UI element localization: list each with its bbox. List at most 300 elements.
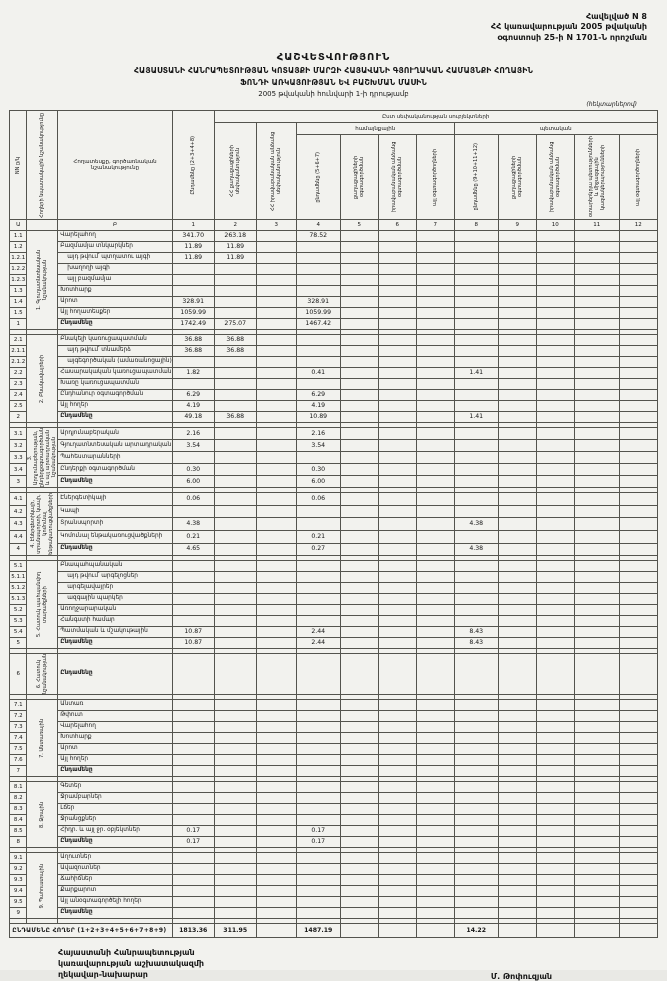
- row-code: 9.1: [10, 853, 27, 864]
- row-code: 1.2.1: [10, 253, 27, 264]
- grand-total-value: [256, 924, 296, 938]
- value-cell: [214, 368, 256, 379]
- value-cell: [214, 722, 256, 733]
- value-cell: [296, 744, 340, 755]
- value-cell: [536, 335, 574, 346]
- value-cell: [296, 253, 340, 264]
- value-cell: 0.30: [172, 464, 214, 476]
- value-cell: [416, 428, 454, 440]
- value-cell: 6.29: [296, 390, 340, 401]
- value-cell: [296, 815, 340, 826]
- table-row: [10, 853, 657, 864]
- value-cell: [454, 308, 498, 319]
- value-cell: [536, 401, 574, 412]
- value-cell: [296, 804, 340, 815]
- value-cell: [574, 275, 619, 286]
- grand-total-row: [10, 924, 657, 938]
- value-cell: [574, 793, 619, 804]
- value-cell: [378, 286, 416, 297]
- value-cell: [498, 297, 536, 308]
- value-cell: [214, 264, 256, 275]
- value-cell: [378, 505, 416, 518]
- value-cell: [378, 826, 416, 837]
- value-cell: [536, 700, 574, 711]
- value-cell: [619, 804, 657, 815]
- value-cell: [172, 594, 214, 605]
- value-cell: [340, 654, 378, 695]
- band-community: համայնքային: [296, 123, 454, 135]
- value-cell: [454, 875, 498, 886]
- value-cell: [498, 700, 536, 711]
- value-cell: [416, 518, 454, 531]
- value-cell: [416, 368, 454, 379]
- value-cell: [256, 493, 296, 506]
- table-row: [10, 428, 657, 440]
- value-cell: [172, 804, 214, 815]
- value-cell: [498, 638, 536, 649]
- value-cell: [454, 493, 498, 506]
- value-cell: 4.38: [172, 518, 214, 531]
- value-cell: [619, 275, 657, 286]
- row-code: 8.4: [10, 815, 27, 826]
- row-code: 9.3: [10, 875, 27, 886]
- value-cell: [416, 837, 454, 848]
- value-cell: 8.43: [454, 627, 498, 638]
- row-code: 9.4: [10, 886, 27, 897]
- value-cell: [536, 572, 574, 583]
- value-cell: [256, 319, 296, 330]
- value-cell: [619, 390, 657, 401]
- value-cell: [256, 837, 296, 848]
- value-cell: [498, 476, 536, 488]
- row-name: Արդյունաբերական: [58, 428, 172, 440]
- value-cell: [454, 572, 498, 583]
- value-cell: [536, 253, 574, 264]
- table-row: [10, 886, 657, 897]
- value-cell: [214, 440, 256, 452]
- value-cell: [454, 428, 498, 440]
- value-cell: [619, 627, 657, 638]
- value-cell: [498, 815, 536, 826]
- value-cell: [214, 493, 256, 506]
- value-cell: [498, 793, 536, 804]
- value-cell: [214, 755, 256, 766]
- value-cell: [498, 627, 536, 638]
- value-cell: [256, 346, 296, 357]
- value-cell: [574, 594, 619, 605]
- value-cell: [416, 231, 454, 242]
- value-cell: [416, 505, 454, 518]
- band-state: պետական: [454, 123, 657, 135]
- row-code: 1: [10, 319, 27, 330]
- value-cell: 328.91: [296, 297, 340, 308]
- row-name: Արոտ: [58, 297, 172, 308]
- value-cell: [574, 875, 619, 886]
- value-cell: [454, 722, 498, 733]
- row-code: 2.4: [10, 390, 27, 401]
- value-cell: [378, 605, 416, 616]
- value-cell: [296, 264, 340, 275]
- value-cell: [214, 766, 256, 777]
- table-row: [10, 493, 657, 506]
- value-cell: [172, 505, 214, 518]
- value-cell: [340, 319, 378, 330]
- value-cell: [256, 864, 296, 875]
- value-cell: [619, 428, 657, 440]
- value-cell: [378, 886, 416, 897]
- value-cell: [378, 297, 416, 308]
- value-cell: [454, 654, 498, 695]
- value-cell: [498, 286, 536, 297]
- value-cell: 6.00: [172, 476, 214, 488]
- value-cell: [214, 379, 256, 390]
- value-cell: [536, 476, 574, 488]
- value-cell: [340, 401, 378, 412]
- table-row: [10, 476, 657, 488]
- value-cell: [378, 264, 416, 275]
- value-cell: [214, 476, 256, 488]
- row-code: 5.1: [10, 561, 27, 572]
- value-cell: [619, 572, 657, 583]
- value-cell: [498, 766, 536, 777]
- value-cell: [536, 627, 574, 638]
- value-cell: [340, 782, 378, 793]
- value-cell: 0.17: [296, 826, 340, 837]
- row-code: 4.3: [10, 518, 27, 531]
- value-cell: [416, 755, 454, 766]
- value-cell: [378, 616, 416, 627]
- value-cell: [340, 908, 378, 919]
- value-cell: [416, 357, 454, 368]
- value-cell: [378, 583, 416, 594]
- table-row: [10, 908, 657, 919]
- value-cell: [498, 264, 536, 275]
- value-cell: [619, 711, 657, 722]
- value-cell: [256, 733, 296, 744]
- value-cell: [378, 390, 416, 401]
- value-cell: [340, 253, 378, 264]
- value-cell: [498, 733, 536, 744]
- value-cell: [340, 346, 378, 357]
- group-label: 3. Արդյունաբերության, ընդերքօգտագործման և այլ արտադրական նշանակության: [27, 428, 58, 488]
- value-cell: [256, 476, 296, 488]
- value-cell: [574, 335, 619, 346]
- value-cell: [454, 594, 498, 605]
- value-cell: [454, 319, 498, 330]
- value-cell: [619, 583, 657, 594]
- row-code: 5.1.2: [10, 583, 27, 594]
- value-cell: [378, 253, 416, 264]
- value-cell: [536, 346, 574, 357]
- group-label: 8. Ջրային: [27, 782, 58, 848]
- value-cell: [619, 755, 657, 766]
- value-cell: [214, 804, 256, 815]
- value-cell: [536, 886, 574, 897]
- value-cell: [619, 493, 657, 506]
- value-cell: [296, 572, 340, 583]
- row-name: Ընդամենը: [58, 412, 172, 423]
- value-cell: [296, 722, 340, 733]
- table-row: [10, 638, 657, 649]
- value-cell: 49.18: [172, 412, 214, 423]
- value-cell: [416, 242, 454, 253]
- value-cell: [340, 755, 378, 766]
- value-cell: [574, 440, 619, 452]
- value-cell: [296, 286, 340, 297]
- value-cell: [574, 428, 619, 440]
- value-cell: [619, 319, 657, 330]
- value-cell: [256, 401, 296, 412]
- value-cell: [574, 464, 619, 476]
- group-label: 9. Պահուստային: [27, 853, 58, 919]
- table-row: [10, 897, 657, 908]
- value-cell: [574, 722, 619, 733]
- signature-line-2: կառավարության աշխատակազմի: [58, 959, 205, 969]
- value-cell: [256, 875, 296, 886]
- value-cell: [416, 308, 454, 319]
- value-cell: 10.89: [296, 412, 340, 423]
- row-code: 2.5: [10, 401, 27, 412]
- row-name: Աղուտներ: [58, 853, 172, 864]
- value-cell: [214, 654, 256, 695]
- grand-total-value: 14.22: [454, 924, 498, 938]
- row-name: Հասարակական կառուցապատման: [58, 368, 172, 379]
- value-cell: [172, 654, 214, 695]
- value-cell: [574, 530, 619, 543]
- value-cell: [256, 572, 296, 583]
- value-cell: [214, 401, 256, 412]
- value-cell: [214, 886, 256, 897]
- value-cell: [416, 530, 454, 543]
- value-cell: [378, 572, 416, 583]
- value-cell: [574, 368, 619, 379]
- value-cell: [454, 616, 498, 627]
- table-row: [10, 297, 657, 308]
- col-number: 11: [574, 220, 619, 231]
- value-cell: [214, 627, 256, 638]
- col-number: 4: [296, 220, 340, 231]
- value-cell: [536, 297, 574, 308]
- value-cell: [214, 700, 256, 711]
- value-cell: [416, 605, 454, 616]
- value-cell: [536, 440, 574, 452]
- value-cell: [214, 297, 256, 308]
- value-cell: [214, 638, 256, 649]
- value-cell: [574, 908, 619, 919]
- row-name: Խառը կառուցապատման: [58, 379, 172, 390]
- value-cell: [416, 319, 454, 330]
- value-cell: [296, 766, 340, 777]
- value-cell: [340, 505, 378, 518]
- value-cell: [172, 379, 214, 390]
- value-cell: [619, 379, 657, 390]
- value-cell: [536, 242, 574, 253]
- value-cell: [619, 722, 657, 733]
- value-cell: [536, 875, 574, 886]
- value-cell: [498, 837, 536, 848]
- value-cell: [536, 286, 574, 297]
- value-cell: [214, 428, 256, 440]
- value-cell: [214, 275, 256, 286]
- value-cell: [574, 627, 619, 638]
- value-cell: [454, 231, 498, 242]
- grand-total-value: [574, 924, 619, 938]
- value-cell: 4.38: [454, 518, 498, 531]
- value-cell: [256, 722, 296, 733]
- value-cell: [498, 346, 536, 357]
- report-title: ՀԱՇՎԵՏՎՈՒԹՅՈՒՆ: [276, 52, 391, 64]
- value-cell: [214, 826, 256, 837]
- value-cell: [256, 766, 296, 777]
- value-cell: [214, 543, 256, 556]
- col-header-state-5: այլ օգտագործողների: [619, 135, 657, 220]
- value-cell: [574, 616, 619, 627]
- value-cell: [214, 583, 256, 594]
- row-name: Քարքարոտ: [58, 886, 172, 897]
- value-cell: [498, 368, 536, 379]
- value-cell: 1742.49: [172, 319, 214, 330]
- value-cell: [536, 711, 574, 722]
- value-cell: [574, 886, 619, 897]
- value-cell: [498, 428, 536, 440]
- table-row: [10, 319, 657, 330]
- value-cell: [340, 886, 378, 897]
- value-cell: [256, 308, 296, 319]
- value-cell: [340, 543, 378, 556]
- row-name: այդ թվում՝ արգելոցներ: [58, 572, 172, 583]
- value-cell: [378, 452, 416, 464]
- value-cell: 1.41: [454, 368, 498, 379]
- value-cell: [574, 476, 619, 488]
- value-cell: [172, 605, 214, 616]
- value-cell: [416, 638, 454, 649]
- row-code: 1.4: [10, 297, 27, 308]
- value-cell: [256, 826, 296, 837]
- value-cell: [340, 826, 378, 837]
- value-cell: [256, 452, 296, 464]
- row-name: Ջրամբարներ: [58, 793, 172, 804]
- value-cell: 11.89: [172, 253, 214, 264]
- grand-total-value: 311.95: [214, 924, 256, 938]
- value-cell: [340, 275, 378, 286]
- band-ownership-subjects: Ըստ սեփականության սուբյեկտների: [214, 111, 657, 123]
- grand-total-value: [416, 924, 454, 938]
- value-cell: [340, 815, 378, 826]
- row-name: այդ թվում՝ տնամերձ: [58, 346, 172, 357]
- value-cell: 6.29: [172, 390, 214, 401]
- report-date-line: 2005 թվականի հունվարի 1-ի դրությամբ: [258, 90, 409, 99]
- value-cell: [256, 464, 296, 476]
- value-cell: [536, 853, 574, 864]
- table-row: [10, 242, 657, 253]
- value-cell: [498, 875, 536, 886]
- table-row: [10, 308, 657, 319]
- value-cell: [378, 766, 416, 777]
- row-code: 4: [10, 543, 27, 556]
- row-name: Վարելահող: [58, 231, 172, 242]
- value-cell: [296, 853, 340, 864]
- value-cell: [454, 452, 498, 464]
- value-cell: [498, 505, 536, 518]
- value-cell: [574, 412, 619, 423]
- value-cell: [498, 464, 536, 476]
- row-name: Ընդամենը: [58, 543, 172, 556]
- value-cell: [172, 561, 214, 572]
- value-cell: [416, 782, 454, 793]
- row-name: Բնապահպանական: [58, 561, 172, 572]
- row-name: Ճահիճներ: [58, 875, 172, 886]
- value-cell: 36.88: [172, 346, 214, 357]
- value-cell: [296, 793, 340, 804]
- value-cell: [378, 368, 416, 379]
- value-cell: 11.89: [214, 242, 256, 253]
- row-name: Թփուտ: [58, 711, 172, 722]
- value-cell: [416, 908, 454, 919]
- value-cell: [536, 561, 574, 572]
- row-code: 2.1.1: [10, 346, 27, 357]
- value-cell: [498, 308, 536, 319]
- value-cell: [454, 711, 498, 722]
- value-cell: [454, 530, 498, 543]
- value-cell: [574, 379, 619, 390]
- value-cell: [340, 804, 378, 815]
- row-code: 8.5: [10, 826, 27, 837]
- value-cell: [378, 440, 416, 452]
- table-row: [10, 711, 657, 722]
- value-cell: [498, 583, 536, 594]
- col-header-community-4: այլ օգտագործողների: [416, 135, 454, 220]
- value-cell: [619, 638, 657, 649]
- row-name: ազգային պարկեր: [58, 594, 172, 605]
- col-header-total: Ընդամենը (2+3+4+8): [172, 111, 214, 220]
- value-cell: [214, 390, 256, 401]
- value-cell: [416, 493, 454, 506]
- value-cell: [536, 368, 574, 379]
- report-subtitle-1: ՀԱՅԱՍՏԱՆԻ ՀԱՆՐԱՊԵՏՈՒԹՅԱՆ ԿՈՏԱՅՔԻ ՄԱՐԶԻ ՀԱՅԱՎԱՆԻ ԳՅՈՒՂԱԿԱՆ ՀԱՄԱՅՆՔԻ ՀՈՂԱՅԻՆ: [133, 66, 534, 76]
- group-label: 2. Բնակավայրերի: [27, 335, 58, 423]
- row-name: Այլ անօգտագործելի հողեր: [58, 897, 172, 908]
- col-header-state-2: քաղաքացիների օգտագործման: [498, 135, 536, 220]
- value-cell: [340, 583, 378, 594]
- value-cell: [378, 711, 416, 722]
- value-cell: [172, 357, 214, 368]
- row-code: 1.5: [10, 308, 27, 319]
- value-cell: [214, 518, 256, 531]
- value-cell: [256, 505, 296, 518]
- value-cell: [256, 853, 296, 864]
- value-cell: [574, 766, 619, 777]
- value-cell: [454, 908, 498, 919]
- table-row: [10, 733, 657, 744]
- table-row: [10, 357, 657, 368]
- value-cell: [574, 755, 619, 766]
- value-cell: [256, 594, 296, 605]
- value-cell: [536, 543, 574, 556]
- value-cell: [296, 605, 340, 616]
- table-row: [10, 335, 657, 346]
- value-cell: 11.89: [172, 242, 214, 253]
- value-cell: [619, 853, 657, 864]
- value-cell: [536, 390, 574, 401]
- value-cell: [340, 297, 378, 308]
- value-cell: [454, 390, 498, 401]
- value-cell: [574, 518, 619, 531]
- row-code: 7.3: [10, 722, 27, 733]
- value-cell: [619, 733, 657, 744]
- value-cell: [256, 793, 296, 804]
- group-label: 5. Հատուկ պահպանվող տարածքների: [27, 561, 58, 649]
- col-number: Բ: [58, 220, 172, 231]
